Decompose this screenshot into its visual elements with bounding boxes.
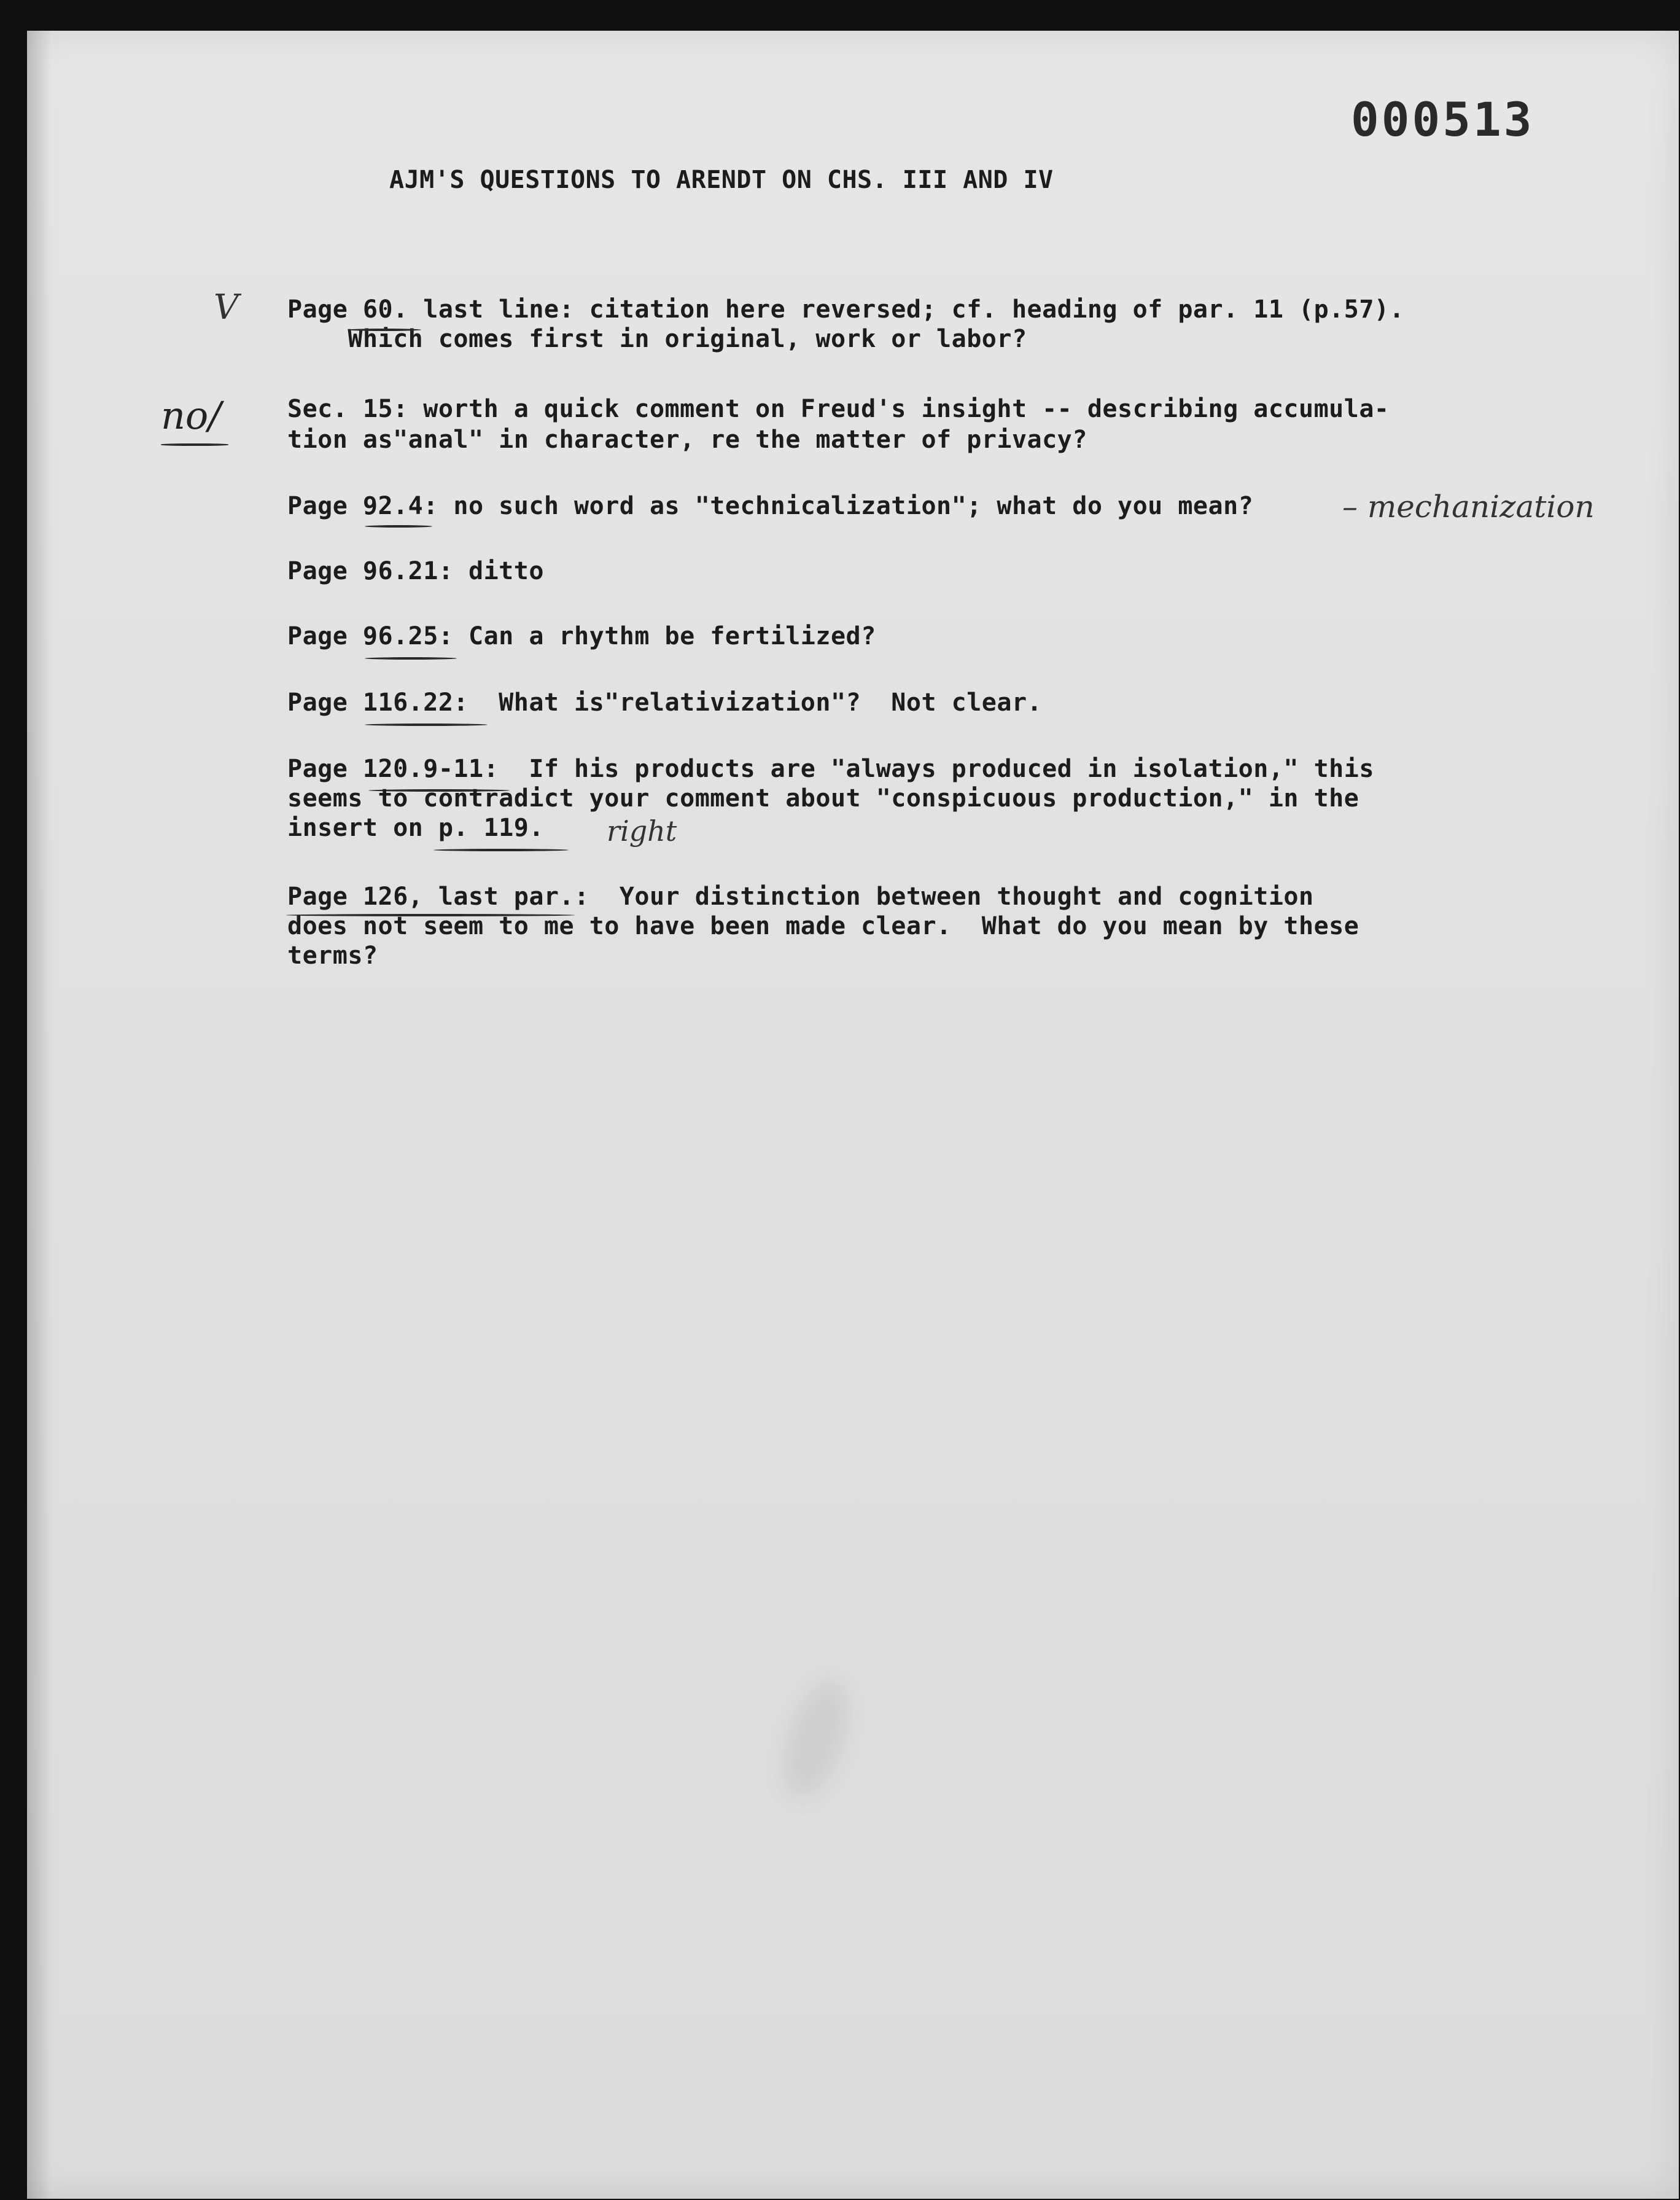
question-line: Page 60. last line: citation here reversed; cf. heading of par. 11 (p.57). <box>287 295 1405 324</box>
paper-smudge <box>771 1671 861 1805</box>
page-ref-underline <box>365 724 488 726</box>
question-line: Page 96.25: Can a rhythm be fertilized? <box>287 622 876 650</box>
handwritten-note-mechanization: – mechanization <box>1342 489 1595 525</box>
question-line: Page 96.21: ditto <box>287 557 544 585</box>
margin-note-no: no/ <box>161 393 222 438</box>
question-line: insert on p. 119. <box>287 814 544 842</box>
document-title: AJM'S QUESTIONS TO ARENDT ON CHS. III AND IV <box>389 166 1054 194</box>
question-line: Page 92.4: no such word as "technicalization"; what do you mean? <box>287 492 1254 520</box>
margin-check-mark: V <box>214 287 239 327</box>
page-ref-underline <box>365 525 432 528</box>
page-ref-underline <box>434 849 569 851</box>
page-ref-underline <box>365 657 457 660</box>
question-line: Sec. 15: worth a quick comment on Freud's insight -- describing accumula- <box>287 395 1390 423</box>
document-sheet <box>27 31 1679 2199</box>
question-line: Page 126, last par.: Your distinction between thought and cognition <box>287 883 1314 911</box>
handwritten-note-right: right <box>607 814 677 848</box>
margin-note-underline <box>161 443 228 446</box>
document-number: 000513 <box>1351 92 1534 147</box>
question-line: does not seem to me to have been made clear. What do you mean by these <box>287 912 1359 940</box>
page-ref-underline <box>348 329 421 331</box>
question-line: Page 120.9-11: If his products are "always produced in isolation," this <box>287 755 1374 783</box>
question-line: tion as"anal" in character, re the matter of privacy? <box>287 426 1087 454</box>
question-line: seems to contradict your comment about "conspicuous production," in the <box>287 784 1359 813</box>
question-line: terms? <box>287 942 378 970</box>
question-line: Page 116.22: What is"relativization"? Not clear. <box>287 688 1043 717</box>
question-line: Which comes first in original, work or labor? <box>287 325 1027 353</box>
